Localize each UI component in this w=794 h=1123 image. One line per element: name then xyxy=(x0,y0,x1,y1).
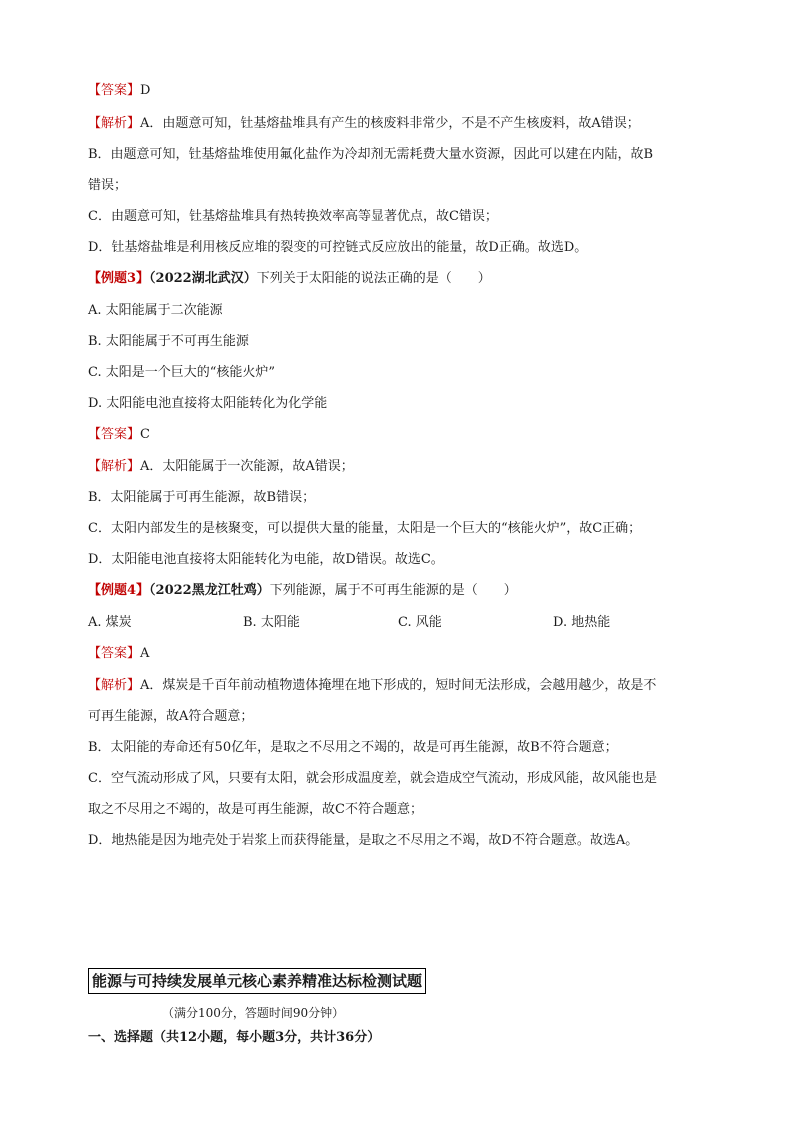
question-stem: 下列关于太阳能的说法正确的是（ ） xyxy=(256,271,491,286)
answer-tag: 【答案】 xyxy=(88,83,141,98)
analysis-text: B．太阳能属于可再生能源，故B错误； xyxy=(88,490,316,505)
q4-stem-line xyxy=(88,582,708,600)
exam-note: （满分100分，答题时间90分钟） xyxy=(162,1006,345,1020)
option-c: C. 太阳是一个巨大的“核能火炉” xyxy=(88,365,276,380)
q3-analysis-line xyxy=(88,458,708,476)
option-b: B. 太阳能属于不可再生能源 xyxy=(88,334,249,349)
option-d: D. 太阳能电池直接将太阳能转化为化学能 xyxy=(88,396,328,411)
q4-answer-line xyxy=(88,645,708,663)
analysis-text: D．太阳能电池直接将太阳能转化为电能，故D错误。故选C。 xyxy=(88,552,444,567)
question-stem: 下列能源，属于不可再生能源的是（ ） xyxy=(269,583,517,598)
analysis-text: C．由题意可知，钍基熔盐堆具有热转换效率高等显著优点，故C错误； xyxy=(88,209,498,224)
q4-options-row xyxy=(88,614,708,632)
answer-value: D xyxy=(140,83,151,98)
analysis-text: 错误； xyxy=(88,178,128,193)
exam-title: 能源与可持续发展单元核心素养精准达标检测试题 xyxy=(88,968,426,994)
q3-answer-line xyxy=(88,426,708,444)
answer-tag: 【答案】 xyxy=(88,646,141,661)
q2-answer-line xyxy=(88,82,708,100)
answer-value: C xyxy=(140,427,150,442)
question-tag: 【例题4】 xyxy=(88,583,150,598)
analysis-tag: 【解析】 xyxy=(88,678,141,693)
q2-analysis-line xyxy=(88,115,708,133)
section-heading: 一、选择题（共12小题，每小题3分，共计36分） xyxy=(88,1030,381,1045)
option-c: C. 风能 xyxy=(398,615,442,630)
analysis-text: D．地热能是因为地壳处于岩浆上而获得能量，是取之不尽用之不竭，故D不符合题意。故选A。 xyxy=(88,833,639,848)
question-source: （2022黑龙江牡鸡） xyxy=(149,583,270,598)
analysis-text: A．由题意可知，钍基熔盐堆具有产生的核废料非常少，不是不产生核废料，故A错误； xyxy=(140,116,640,131)
analysis-text: D．钍基熔盐堆是利用核反应堆的裂变的可控链式反应放出的能量，故D正确。故选D。 xyxy=(88,240,588,255)
question-tag: 【例题3】 xyxy=(88,271,150,286)
analysis-text: B．太阳能的寿命还有50亿年，是取之不尽用之不竭的，故是可再生能源，故B不符合题意； xyxy=(88,740,618,755)
option-a: A. 太阳能属于二次能源 xyxy=(88,303,223,318)
answer-tag: 【答案】 xyxy=(88,427,141,442)
option-a: A. 煤炭 xyxy=(88,615,132,630)
analysis-text: C．太阳内部发生的是核聚变，可以提供大量的能量，太阳是一个巨大的“核能火炉”，故C正确； xyxy=(88,521,642,536)
analysis-text: B．由题意可知，钍基熔盐堆使用氟化盐作为冷却剂无需耗费大量水资源，因此可以建在内陆，故B xyxy=(88,147,654,162)
analysis-text: A．太阳能属于一次能源，故A错误； xyxy=(140,459,354,474)
analysis-text: 可再生能源，故A符合题意； xyxy=(88,709,254,724)
option-b: B. 太阳能 xyxy=(243,615,300,630)
analysis-tag: 【解析】 xyxy=(88,459,141,474)
analysis-tag: 【解析】 xyxy=(88,116,141,131)
q4-analysis-line xyxy=(88,677,708,695)
question-source: （2022湖北武汉） xyxy=(149,271,257,286)
analysis-text: C．空气流动形成了风，只要有太阳，就会形成温度差，就会造成空气流动，形成风能，故风能也是 xyxy=(88,771,657,786)
analysis-text: A．煤炭是千百年前动植物遗体掩埋在地下形成的，短时间无法形成，会越用越少，故是不 xyxy=(140,678,657,693)
option-d: D. 地热能 xyxy=(553,615,611,630)
answer-value: A xyxy=(140,646,150,661)
q3-stem-line xyxy=(88,270,708,288)
analysis-text: 取之不尽用之不竭的，故是可再生能源，故C不符合题意； xyxy=(88,802,423,817)
